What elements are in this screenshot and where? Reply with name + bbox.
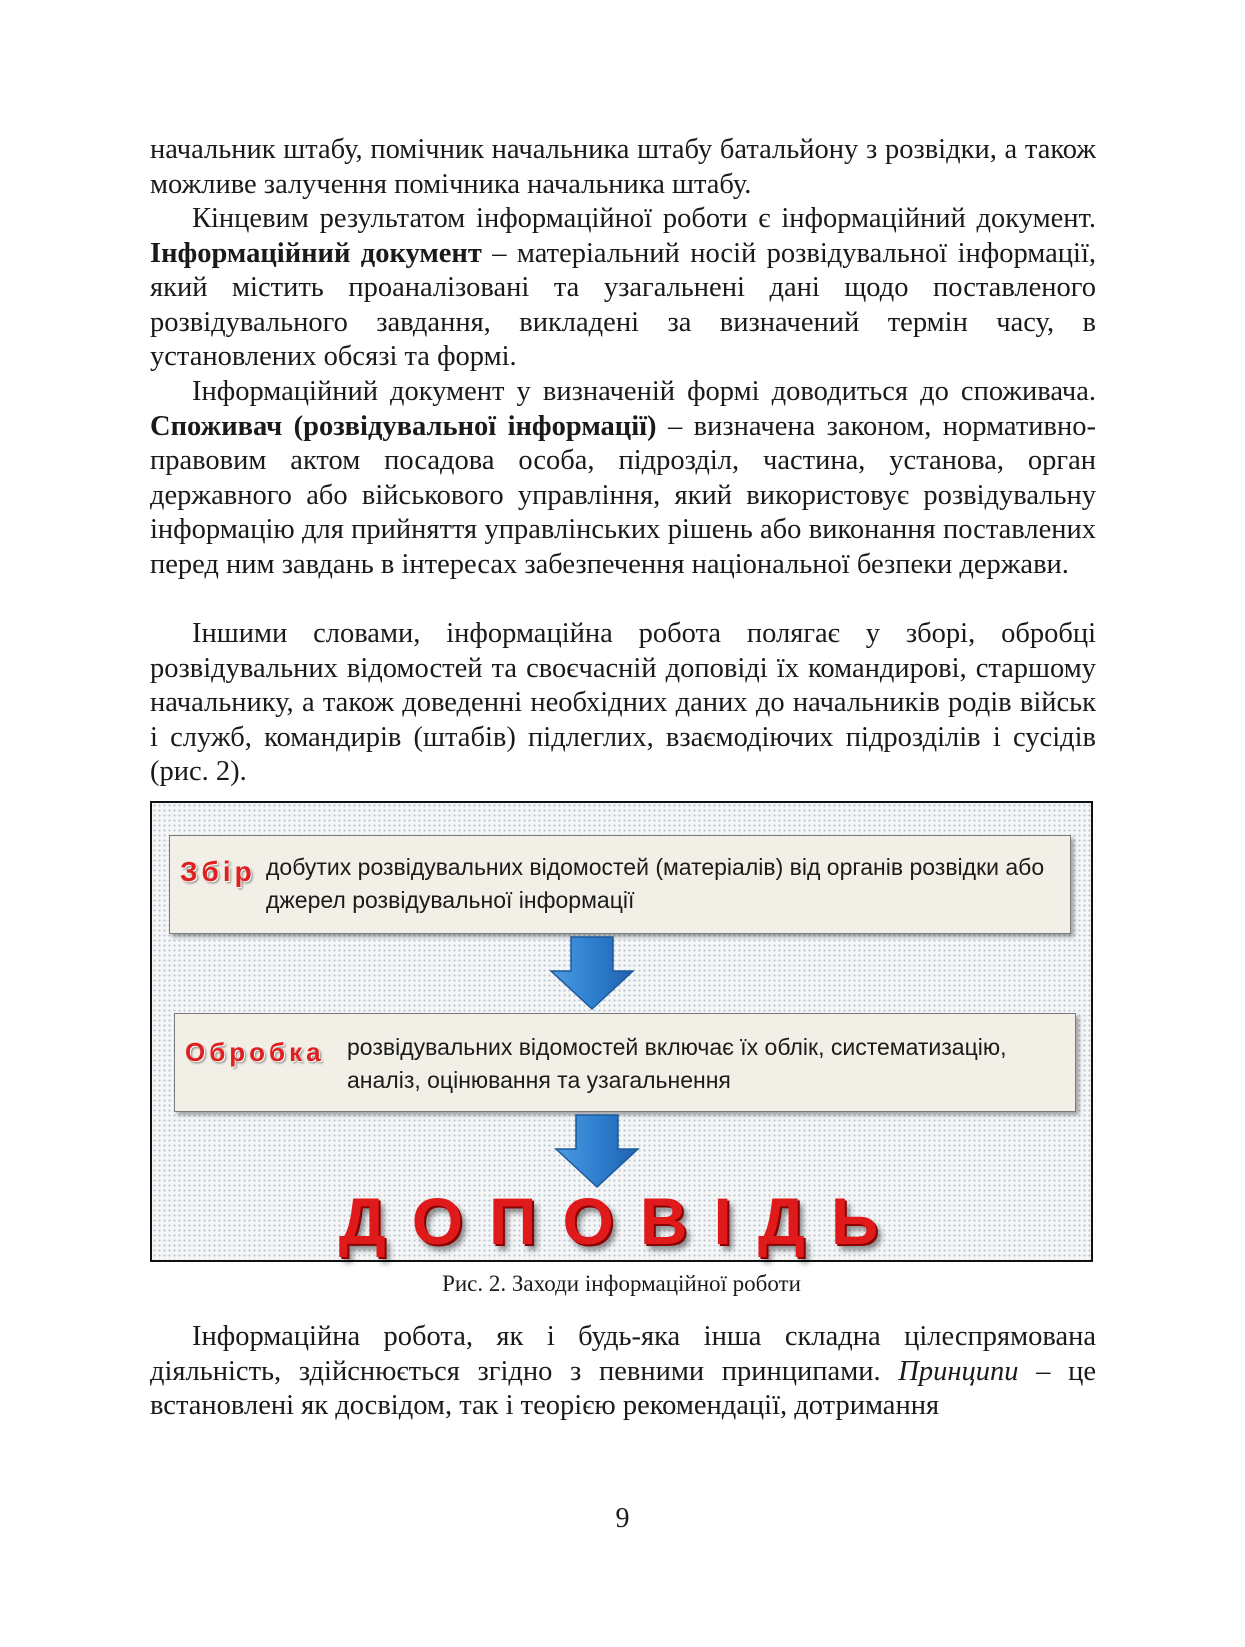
paragraph-2-intro: Кінцевим результатом інформаційної роботи є інформаційний документ. [192,203,1096,234]
step-processing-keyword: Обробка [185,1037,325,1067]
down-arrow-icon [547,935,637,1011]
term-consumer: Споживач (розвідувальної інформації) [150,410,657,442]
paragraph-3-definition: – визначена законом, нормативно-правовим актом посадова особа, підрозділ, частина, установа, орган державного або військового управління, який використовує розвідувальну інформацію для прийняття управлінських рішень або виконання поставлених перед ним завдань в інтересах забезпечення національної безпеки держави. [150,410,1096,580]
term-information-document: Інформаційний документ [150,237,482,269]
down-arrow-icon [552,1113,642,1189]
step-processing-text: розвідувальних відомостей включає їх облік, систематизацію, аналіз, оцінювання та узагальнення [347,1034,1007,1093]
paragraph-3-intro: Інформаційний документ у визначеній формі доводиться до споживача. [192,376,1096,407]
paragraph-4-text: Іншими словами, інформаційна робота полягає у зборі, обробці розвідувальних відомостей та своєчасній доповіді їх командирові, старшому начальнику, а також доведенні необхідних даних до начальників родів військ і служб, командирів (штабів) підлеглих, взаємодіючих підрозділів і сусідів (рис. 2). [150,618,1096,788]
paragraph-5 [150,1320,1096,1424]
paragraph-2-definition: – матеріальний носій розвідувальної інформації, який містить проаналізовані та узагальнені дані щодо поставленого розвідувального завдання, викладені за визначений термін часу, в установлених обсязі та формі. [150,237,1096,373]
paragraph-2 [150,202,1096,375]
report-title: ДОПОВІДЬ [338,1184,905,1258]
paragraph-1 [150,133,1096,202]
term-principles: Принципи [898,1355,1019,1387]
step-collection-box [169,835,1071,934]
figure-caption: Рис. 2. Заходи інформаційної роботи [442,1271,801,1296]
step-collection-text: добутих розвідувальних відомостей (матеріалів) від органів розвідки або джерел розвідувальної інформації [266,854,1045,913]
paragraph-4 [150,617,1096,790]
figure-information-work [150,801,1093,1262]
paragraph-5-intro: Інформаційна робота, як і будь-яка інша складна цілеспрямована діяльність, здійснюється згідно з певними принципами. [150,1321,1096,1387]
page-number: 9 [615,1503,630,1534]
paragraph-5-definition: – це встановлені як досвідом, так і теорією рекомендації, дотримання [150,1355,1096,1422]
paragraph-3 [150,375,1096,583]
step-processing-box [174,1013,1076,1112]
step-collection-keyword: Збір [180,856,256,887]
paragraph-1-text: начальник штабу, помічник начальника штабу батальйону з розвідки, а також можливе залучення помічника начальника штабу. [150,134,1096,200]
